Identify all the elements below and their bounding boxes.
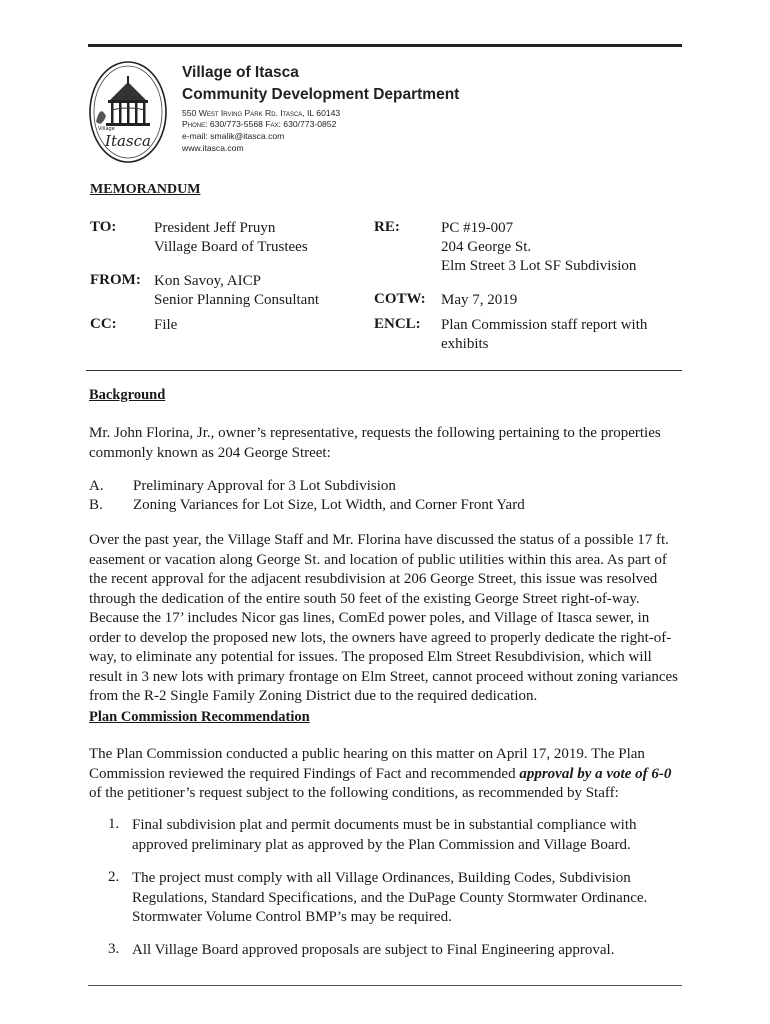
recommendation-heading: Plan Commission Recommendation [89,709,310,725]
to-line: President Jeff Pruyn [154,220,276,236]
condition-number: 3. [108,941,120,957]
background-body: Over the past year, the Village Staff and Mr. Florina have discussed the status of a possible 17 ft. easement or vacation along George St. and location of public utilities within this area. As part of the recent approval for the adjacent resubdivision at 206 George Street, this issue was resolved through the dedication of the entire south 50 feet of the existing George Street right-of-way. Because the 17’ includes Nicor gas lines, ComEd power poles, and Village of Itasca sewer, in order to develop the proposed new lots, the owners have agreed to properly dedicate the right-of-way, to eliminate any potential for issues. The proposed Elm Street Resubdivision, which will result in 3 new lots with primary frontage on Elm Street, cannot proceed without zoning variances from the R-2 Single Family Zoning District due to the required dedication. [89,532,679,704]
from-line: Kon Savoy, AICP [154,273,261,289]
condition-text: All Village Board approved proposals are subject to Final Engineering approval. [132,942,615,958]
village-seal-logo [88,60,168,164]
to-value [154,219,308,257]
to-label: TO: [90,219,117,235]
re-value [441,219,636,276]
condition-number: 1. [108,816,120,832]
condition-text: Final subdivision plat and permit documents must be in substantial compliance with approved preliminary plat as approved by the Plan Commission and Village Board. [132,817,637,853]
list-item-letter: B. [89,497,103,513]
list-item-text: Preliminary Approval for 3 Lot Subdivision [133,478,396,494]
svg-text:Village: Village [98,126,115,132]
from-line: Senior Planning Consultant [154,292,319,308]
bottom-rule [88,985,682,986]
list-item-text: Zoning Variances for Lot Size, Lot Width, and Corner Front Yard [133,497,525,513]
top-rule [88,44,682,47]
encl-value [441,316,647,354]
header-divider [86,370,682,371]
memo-title: MEMORANDUM [90,182,201,197]
to-line: Village Board of Trustees [154,239,308,255]
address: 550 West Irving Park Rd. Itasca, IL 60143 [182,108,341,118]
encl-label: ENCL: [374,316,421,332]
list-item-letter: A. [89,478,104,494]
from-value [154,272,319,310]
re-line: 204 George St. [441,239,532,255]
condition-number: 2. [108,869,120,885]
re-line: Elm Street 3 Lot SF Subdivision [441,258,637,274]
background-intro: Mr. John Florina, Jr., owner’s representative, requests the following pertaining to the properties commonly known as 204 George Street: [89,425,661,461]
recommendation-intro [89,745,682,804]
website: www.itasca.com [182,143,244,153]
email: e-mail: smalik@itasca.com [182,131,285,141]
encl-line: Plan Commission staff report with [441,317,648,333]
cotw-value: May 7, 2019 [441,292,518,308]
encl-line: exhibits [441,336,489,352]
department-name: Community Development Department [182,86,460,103]
condition-text: The project must comply with all Village Ordinances, Building Codes, Subdivision Regulations, Standard Specifications, and the DuPage County Stormwater Ordinance. Stormwater Volume Control BMP’s may be required. [132,870,648,925]
org-name: Village of Itasca [182,64,299,81]
re-label: RE: [374,219,400,235]
re-line: PC #19-007 [441,220,514,236]
cc-label: CC: [90,316,117,332]
from-label: FROM: [90,272,141,288]
recommendation-text: of the petitioner’s request subject to the following conditions, as recommended by Staff: [89,785,619,801]
svg-text:Itasca: Itasca [105,132,151,150]
background-heading: Background [89,387,166,403]
recommendation-text: The Plan Commission conducted a public hearing on this matter on April 17, 2019. The Plan Commission reviewed the required Findings of Fact and recommended [89,746,645,782]
cc-value: File [154,317,178,333]
cotw-label: COTW: [374,291,426,307]
vote-emphasis: approval by a vote of 6-0 [519,765,672,782]
phone-fax: Phone: 630/773-5568 Fax: 630/773-0852 [182,119,337,129]
